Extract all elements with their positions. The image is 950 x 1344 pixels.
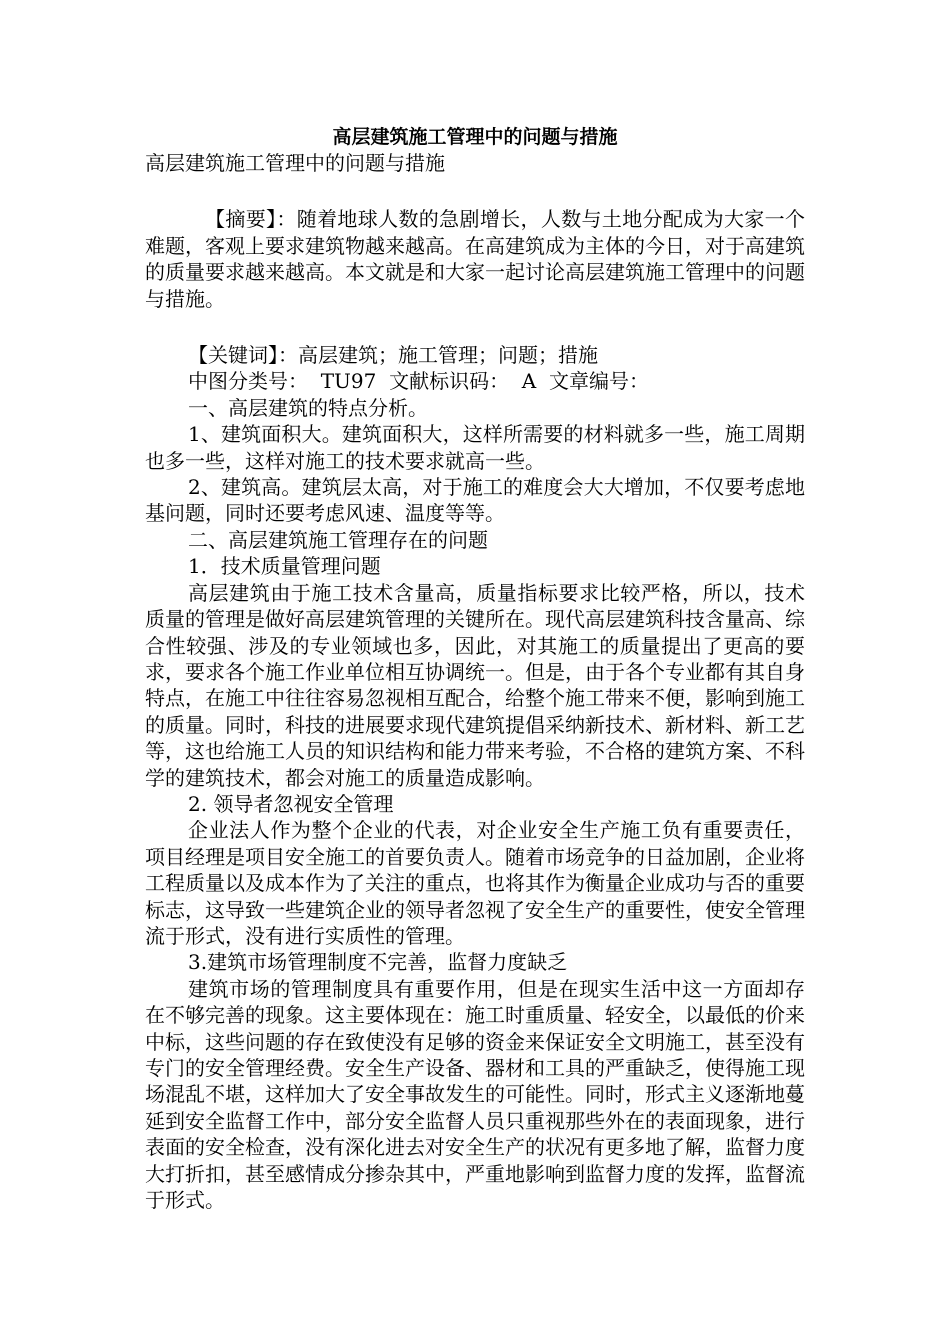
section-heading-1: 一、高层建筑的特点分析。 [188, 395, 428, 420]
subsection-body-3: 建筑市场的管理制度具有重要作用，但是在现实生活中这一方面却存在不够完善的现象。这主要体现在：施工时重质量、轻安全，以最低的价来中标，这些问题的存在致使没有足够的资金来保证安全文明施工，甚至没有专门的安全管理经费。安全生产设备、器材和工具的严重缺乏，使得施工现场混乱不堪，这样加大了安全事故发生的可能性。同时，形式主义逐渐地蔓延到安全监督工作中，部分安全监督人员只重视那些外在的表面现象，进行表面的安全检查，没有深化进去对安全生产的状况有更多地了解，监督力度大打折扣，甚至感情成分掺杂其中，严重地影响到监督力度的发挥，监督流于形式。 [145, 976, 805, 1213]
classification-line: 中图分类号： TU97 文献标识码： A 文章编号： [188, 369, 649, 394]
subsection-heading-2: 2. 领导者忽视安全管理 [188, 791, 394, 816]
spacer [145, 176, 805, 206]
section1-paragraph-1: 1、建筑面积大。建筑面积大，这样所需要的材料就多一些，施工周期也多一些，这样对施工的技术要求就高一些。 [145, 422, 805, 473]
document-content [145, 124, 805, 1213]
subsection-body-2: 企业法人作为整个企业的代表，对企业安全生产施工负有重要责任，项目经理是项目安全施工的首要负责人。随着市场竞争的日益加剧，企业将工程质量以及成本作为了关注的重点，也将其作为衡量企业成功与否的重要标志，这导致一些建筑企业的领导者忽视了安全生产的重要性，使安全管理流于形式，没有进行实质性的管理。 [145, 818, 805, 948]
document-subtitle: 高层建筑施工管理中的问题与措施 [145, 151, 445, 175]
subsection-heading-1: 1．技术质量管理问题 [188, 554, 381, 579]
section1-paragraph-2: 2、建筑高。建筑层太高，对于施工的难度会大大增加，不仅要考虑地基问题，同时还要考虑风速、温度等等。 [145, 475, 805, 526]
abstract-paragraph: 【摘要】：随着地球人数的急剧增长，人数与土地分配成为大家一个难题，客观上要求建筑物越来越高。在高建筑成为主体的今日，对于高建筑的质量要求越来越高。本文就是和大家一起讨论高层建筑施工管理中的问题与措施。 [145, 207, 805, 311]
subsection-body-1: 高层建筑由于施工技术含量高，质量指标要求比较严格，所以，技术质量的管理是做好高层建筑管理的关键所在。现代高层建筑科技含量高、综合性较强、涉及的专业领域也多，因此，对其施工的质量提出了更高的要求，要求各个施工作业单位相互协调统一。但是，由于各个专业都有其自身特点，在施工中往往容易忽视相互配合，给整个施工带来不便，影响到施工的质量。同时，科技的进展要求现代建筑提倡采纳新技术、新材料、新工艺等，这也给施工人员的知识结构和能力带来考验，不合格的建筑方案、不科学的建筑技术，都会对施工的质量造成影响。 [145, 580, 805, 790]
subsection-heading-3: 3.建筑市场管理制度不完善，监督力度缺乏 [188, 950, 568, 975]
keywords-line: 【关键词】：高层建筑；施工管理；问题；措施 [188, 343, 598, 368]
document-title: 高层建筑施工管理中的问题与措施 [332, 126, 618, 148]
spacer [145, 312, 805, 342]
section-heading-2: 二、高层建筑施工管理存在的问题 [188, 527, 488, 552]
